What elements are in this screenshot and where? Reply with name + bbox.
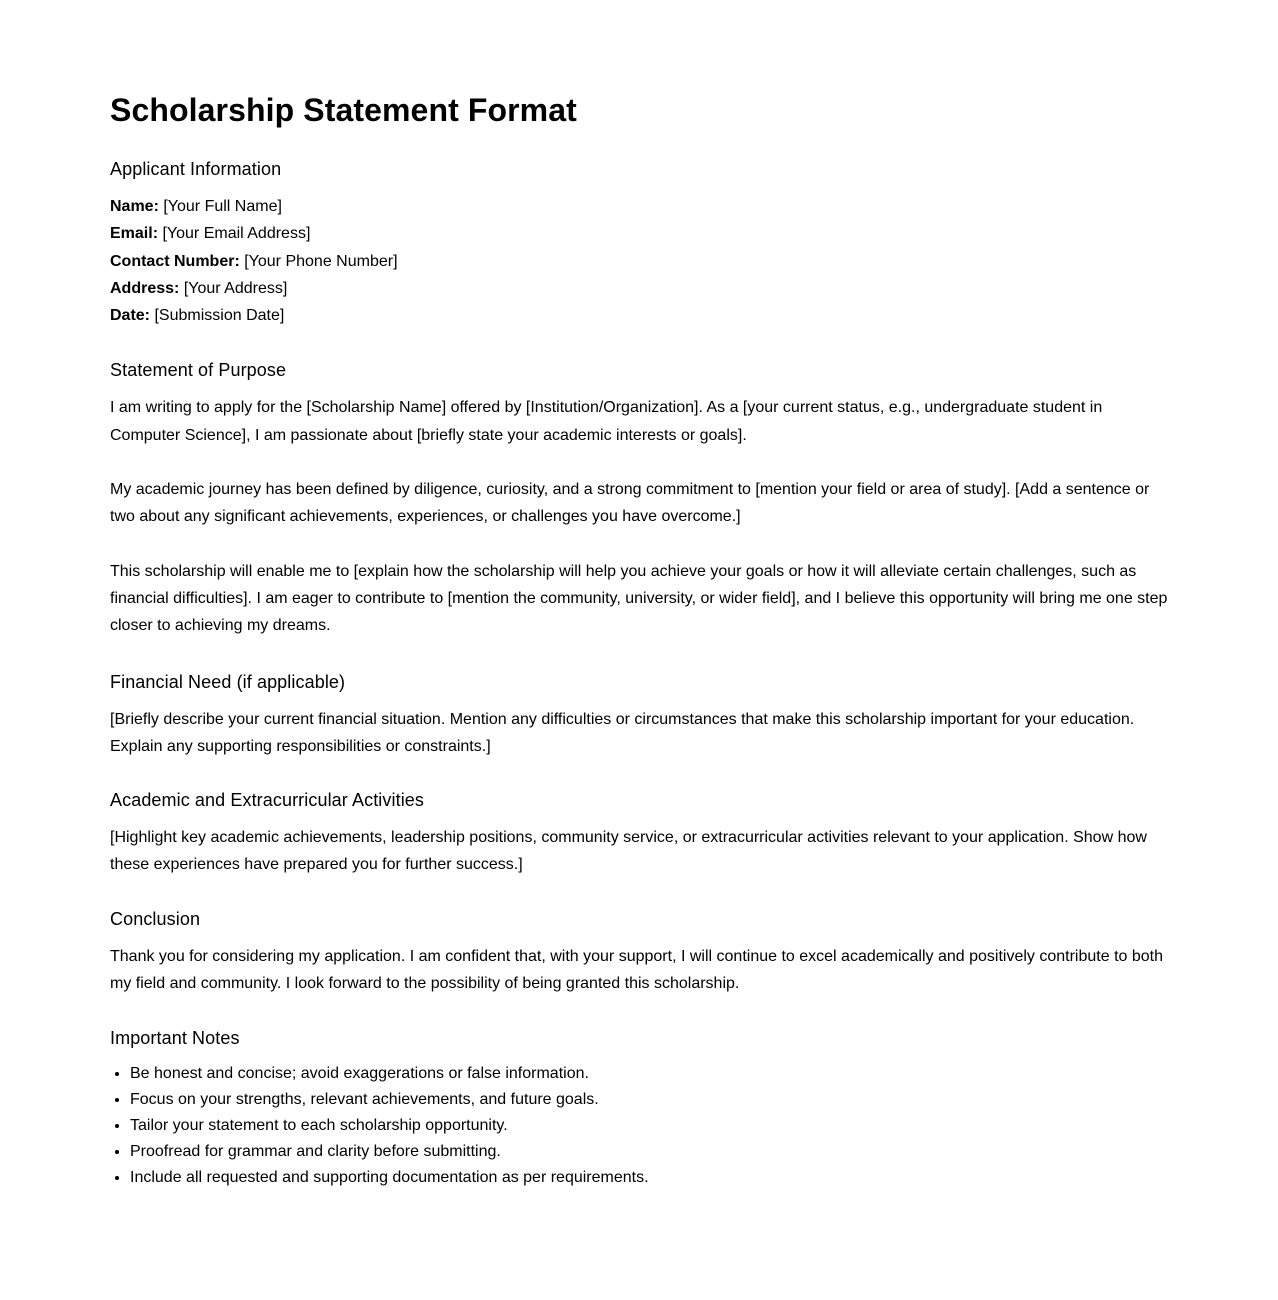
applicant-information-section <box>110 157 1168 329</box>
purpose-paragraph: My academic journey has been defined by diligence, curiosity, and a strong commitment to [mention your field or area of study]. [Add a sentence or two about any significant achievements, experiences, or challenges you have overcome.] <box>110 481 1150 526</box>
conclusion-text: Thank you for considering my application. I am confident that, with your support, I will continue to excel academically and positively contribute to both my field and community. I look forward to the possibility of being granted this scholarship. <box>110 947 1163 993</box>
field-label: Contact Number: <box>110 252 240 270</box>
purpose-paragraph: This scholarship will enable me to [explain how the scholarship will help you achieve your goals or how it will alleviate certain challenges, such as financial difficulties]. I am eager to contribute to [mention the community, university, or wider field], and I believe this opportunity will bring me one step closer to achieving my dreams. <box>110 562 1168 635</box>
field-name <box>110 193 1168 220</box>
important-notes-heading: Important Notes <box>110 1028 240 1049</box>
list-item: • Include all requested and supporting documentation as per requirements. <box>130 1165 1168 1191</box>
field-value: [Your Full Name] <box>163 198 282 215</box>
field-label: Address: <box>110 279 180 297</box>
field-value: [Your Email Address] <box>162 225 311 243</box>
activities-heading: Academic and Extracurricular Activities <box>110 790 425 811</box>
list-item: • Tailor your statement to each scholarship opportunity. <box>130 1113 1168 1139</box>
important-notes-section <box>110 1026 1168 1191</box>
field-date <box>110 302 1168 329</box>
field-value: [Submission Date] <box>154 307 285 325</box>
statement-of-purpose-section <box>110 358 1168 639</box>
field-label: Email: <box>110 225 159 243</box>
field-value: [Your Address] <box>183 279 288 297</box>
conclusion-heading: Conclusion <box>110 908 201 929</box>
conclusion-section <box>110 907 1168 998</box>
financial-need-text: [Briefly describe your current financial situation. Mention any difficulties or circumstances that make this scholarship important for your education. Explain any supporting responsibilities or constraints.] <box>110 710 1135 755</box>
field-value: [Your Phone Number] <box>244 252 398 270</box>
applicant-information-heading: Applicant Information <box>110 159 282 179</box>
statement-of-purpose-heading: Statement of Purpose <box>110 360 287 381</box>
activities-text: [Highlight key academic achievements, leadership positions, community service, or extracurricular activities relevant to your application. Show how these experiences have prepared you for further success.] <box>110 829 1147 874</box>
financial-need-section <box>110 670 1168 761</box>
purpose-paragraph: I am writing to apply for the [Scholarship Name] offered by [Institution/Organization]. As a [your current status, e.g., undergraduate student in Computer Science], I am passionate about [briefly state your academic interests or goals]. <box>110 399 1103 444</box>
field-email <box>110 220 1168 247</box>
notes-list <box>110 1061 1168 1191</box>
financial-need-heading: Financial Need (if applicable) <box>110 671 346 692</box>
applicant-fields <box>110 193 1168 329</box>
activities-section <box>110 788 1168 879</box>
field-label: Name: <box>110 198 159 215</box>
list-item: • Be honest and concise; avoid exaggerations or false information. <box>130 1061 1168 1087</box>
page-title: Scholarship Statement Format <box>110 92 577 128</box>
field-label: Date: <box>110 307 151 325</box>
list-item: • Focus on your strengths, relevant achievements, and future goals. <box>130 1087 1168 1113</box>
field-address <box>110 275 1168 302</box>
list-item: • Proofread for grammar and clarity before submitting. <box>130 1139 1168 1165</box>
field-contact-number <box>110 248 1168 275</box>
